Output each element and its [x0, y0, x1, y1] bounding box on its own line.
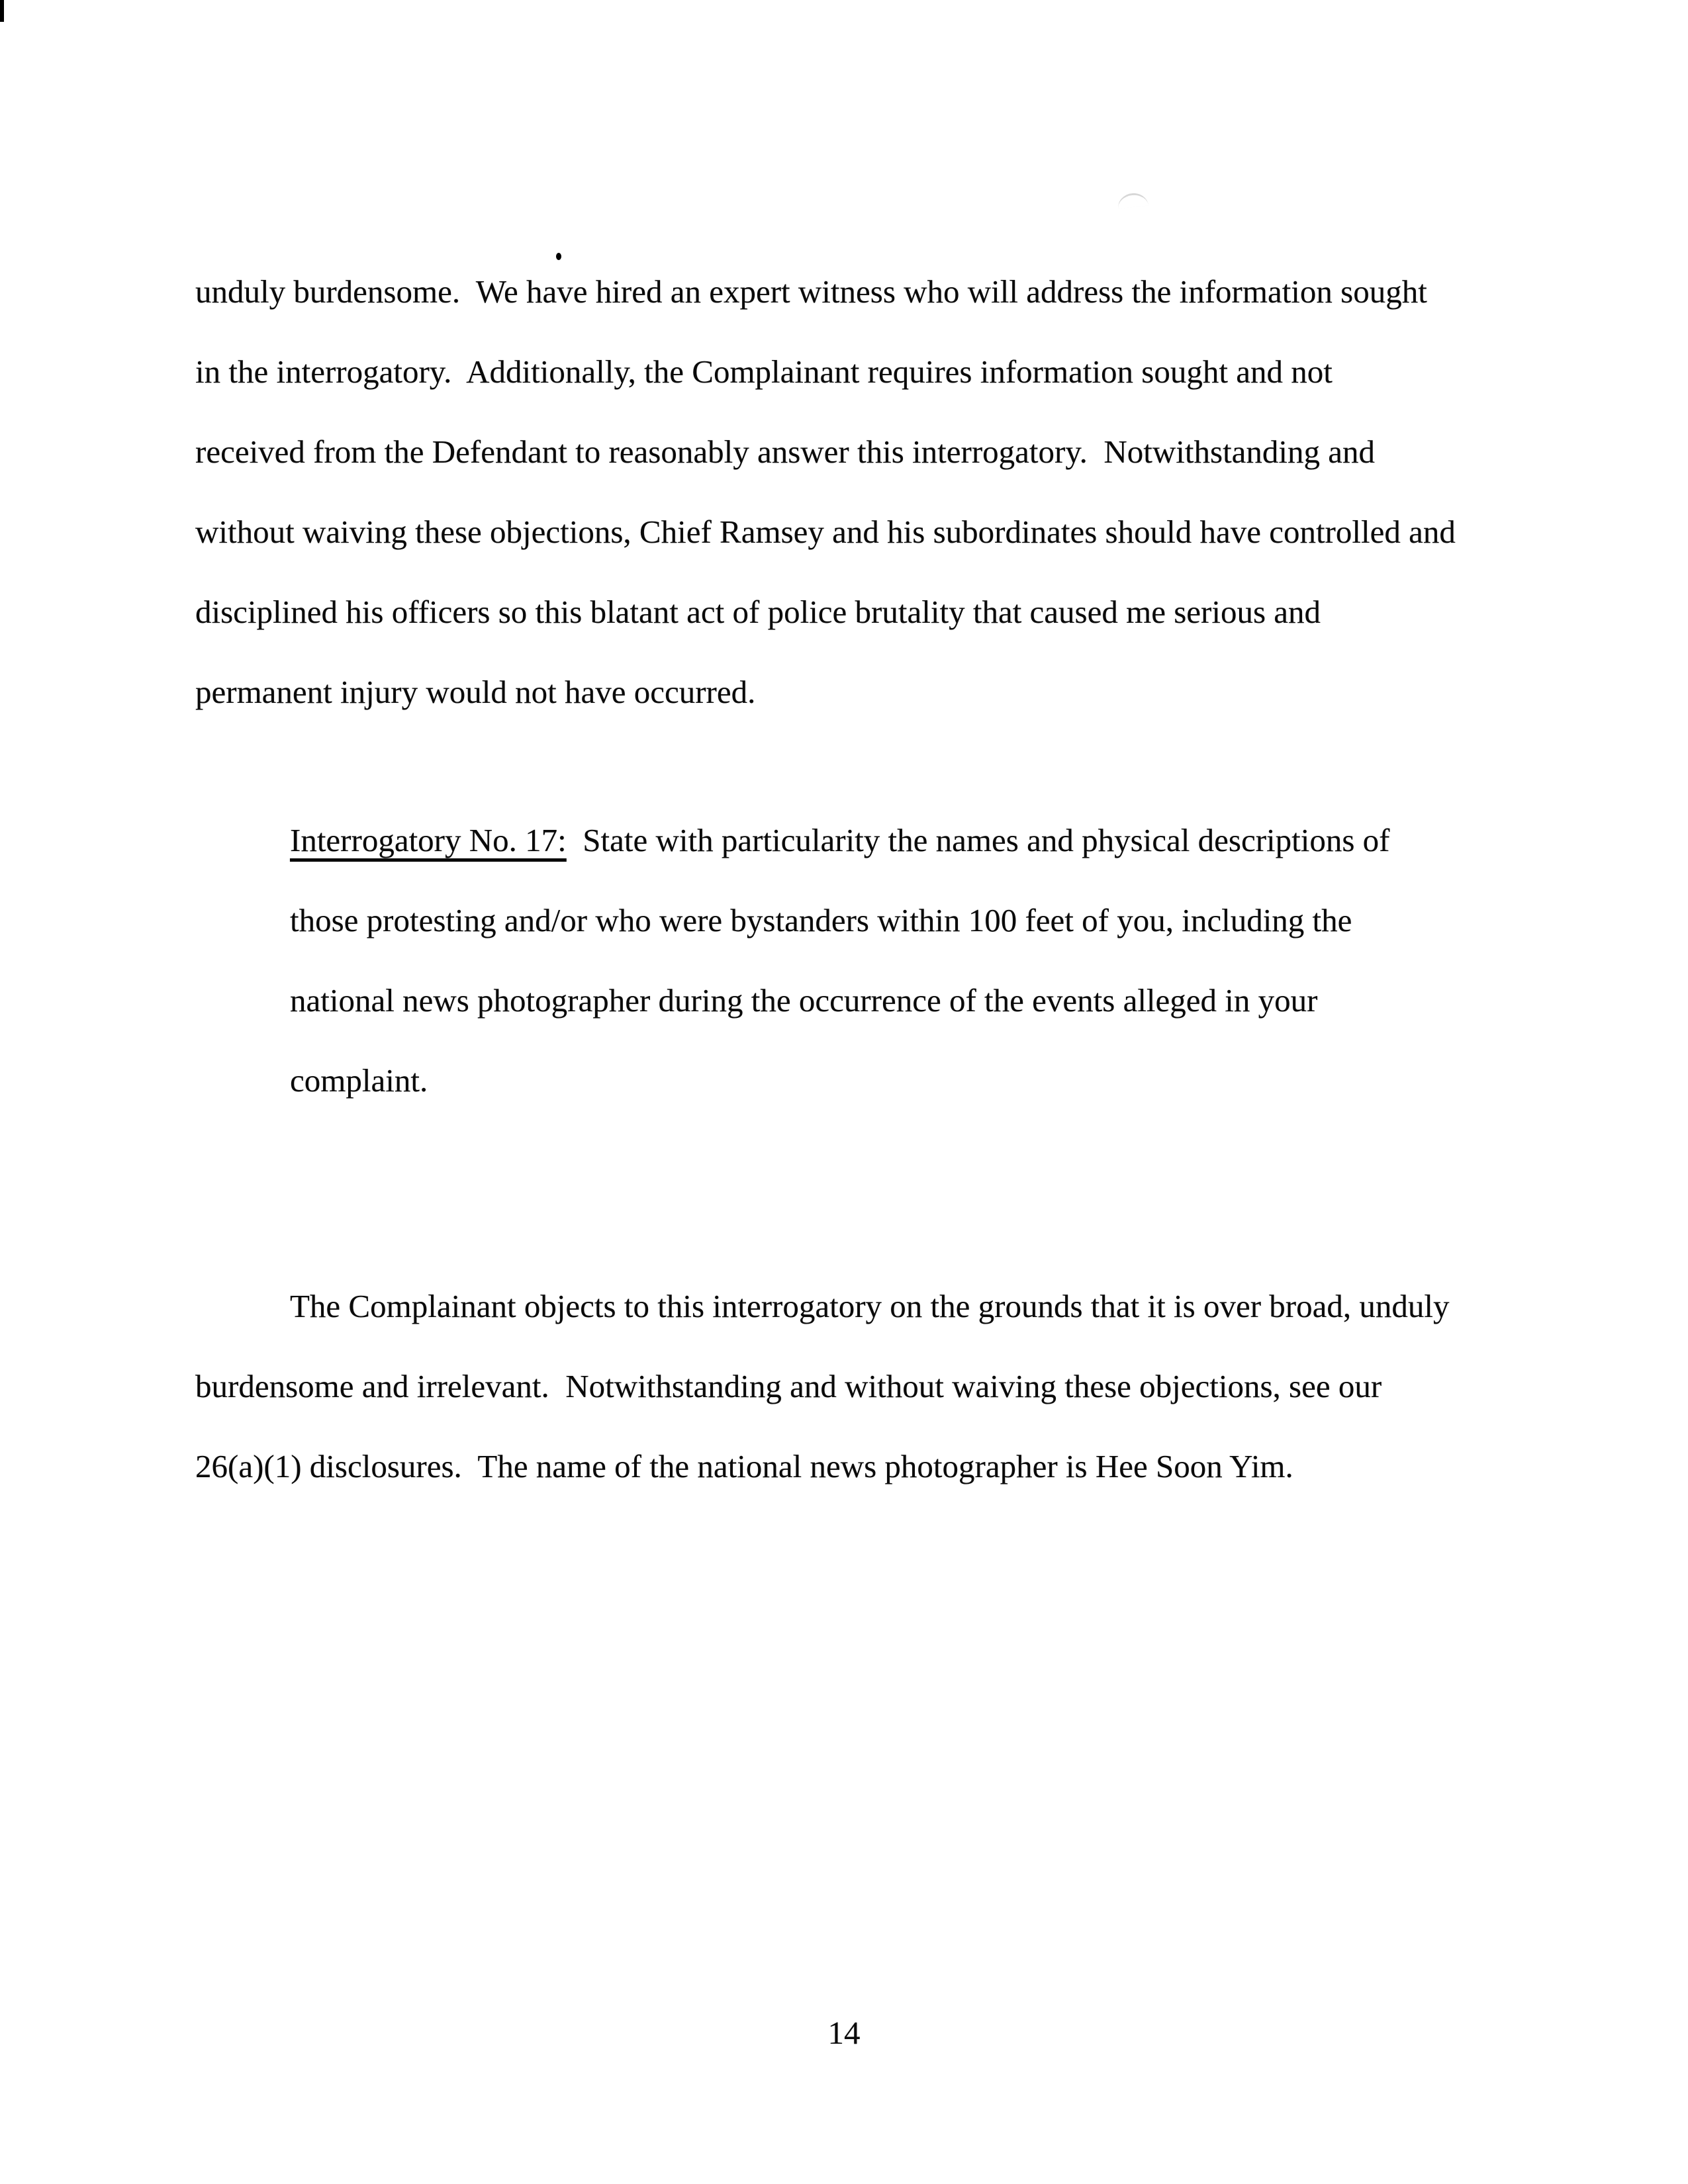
paragraph-line: received from the Defendant to reasonably answer this interrogatory. Notwithstanding and	[195, 433, 1376, 470]
paragraph-line: unduly burdensome. We have hired an expert witness who will address the information sought	[195, 273, 1427, 310]
interrogatory-heading-rest: State with particularity the names and physical descriptions of	[566, 822, 1390, 858]
paragraph-line: disciplined his officers so this blatant act of police brutality that caused me serious and	[195, 594, 1321, 630]
scan-artifact-corner-mark	[0, 0, 4, 22]
interrogatory-17-block	[290, 800, 1389, 1120]
paragraph-line: permanent injury would not have occurred.	[195, 674, 756, 710]
paragraph-line: without waiving these objections, Chief Ramsey and his subordinates should have controlled and	[195, 514, 1456, 550]
interrogatory-line	[290, 800, 1389, 880]
response-line: burdensome and irrelevant. Notwithstanding and without waiving these objections, see our	[195, 1368, 1382, 1404]
interrogatory-line: those protesting and/or who were bystanders within 100 feet of you, including the	[290, 902, 1352, 938]
paragraph-line: in the interrogatory. Additionally, the Complainant requires information sought and not	[195, 353, 1333, 390]
response-paragraph	[195, 1266, 1449, 1506]
response-line: The Complainant objects to this interrogatory on the grounds that it is over broad, unduly	[290, 1288, 1450, 1324]
page-number: 14	[827, 2015, 861, 2051]
interrogatory-line: complaint.	[290, 1062, 428, 1099]
paragraph-answer-16-continuation	[195, 251, 1456, 732]
interrogatory-heading: Interrogatory No. 17:	[290, 822, 567, 858]
scan-artifact-smudge	[1117, 192, 1149, 209]
response-line: 26(a)(1) disclosures. The name of the national news photographer is Hee Soon Yim.	[195, 1448, 1293, 1484]
interrogatory-line: national news photographer during the occurrence of the events alleged in your	[290, 982, 1318, 1019]
